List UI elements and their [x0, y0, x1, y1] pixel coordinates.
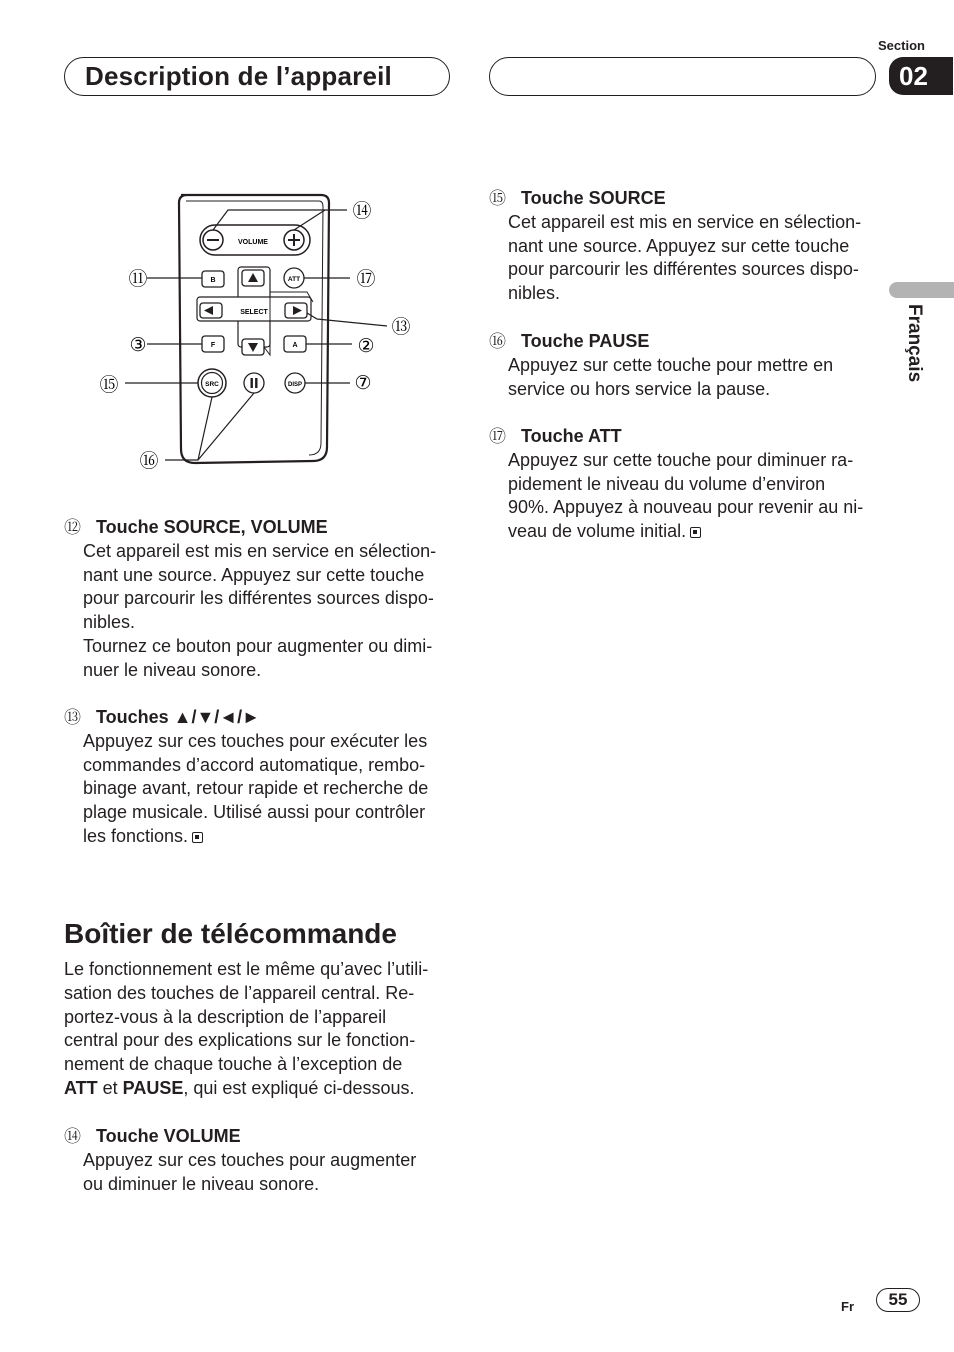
- callout-3: ③: [129, 335, 147, 356]
- body-line: nibles.: [83, 612, 136, 633]
- intro-bold-att: ATT: [64, 1077, 98, 1098]
- callout-16: ⑯: [139, 451, 159, 472]
- f-button-label: F: [210, 342, 216, 349]
- body-line: Appuyez sur cette touche pour mettre en: [508, 354, 834, 375]
- body-line: nibles.: [508, 283, 561, 304]
- end-mark-icon: [690, 527, 701, 538]
- a-button-label: A: [292, 342, 298, 349]
- item-number: ⑬: [64, 708, 81, 727]
- item-number: ⑯: [489, 332, 506, 351]
- remote-section-heading: Boîtier de télécommande: [64, 918, 397, 949]
- intro-mid: et: [97, 1077, 123, 1098]
- body-line: binage avant, retour rapide et recherche de: [83, 778, 429, 799]
- body-line: Appuyez sur ces touches pour exécuter les: [83, 730, 428, 751]
- item-title: Touche SOURCE: [521, 188, 666, 208]
- item-number: ⑰: [489, 427, 506, 446]
- item-att: [489, 425, 884, 544]
- page-title: Description de l’appareil: [64, 57, 450, 96]
- body-line: commandes d’accord automatique, rembo-: [83, 754, 426, 775]
- item-number: ⑮: [489, 189, 506, 208]
- body-line: pidement le niveau du volume d’environ: [508, 473, 826, 494]
- item-number: ⑫: [64, 518, 81, 537]
- callout-15: ⑮: [99, 375, 119, 396]
- body-line: plage musicale. Utilisé aussi pour contrôler: [83, 802, 426, 823]
- header-blank-pill: [489, 57, 876, 96]
- body-line: nuer le niveau sonore.: [83, 659, 262, 680]
- intro-line: sation des touches de l’appareil central. Re-: [64, 982, 415, 1003]
- intro-line: central pour des explications sur le fonction-: [64, 1030, 416, 1051]
- volume-label: VOLUME: [238, 239, 268, 246]
- body-line: nant une source. Appuyez sur cette touche: [508, 235, 850, 256]
- body-line: Appuyez sur ces touches pour augmenter: [83, 1149, 417, 1170]
- item-title: Touches ▲/▼/◄/►: [96, 707, 260, 727]
- callout-2: ②: [357, 336, 375, 357]
- item-title: Touche VOLUME: [96, 1126, 241, 1146]
- body-line: 90%. Appuyez à nouveau pour revenir au ni-: [508, 497, 864, 518]
- body-line: ou diminuer le niveau sonore.: [83, 1173, 320, 1194]
- body-line: veau de volume initial.: [508, 521, 687, 542]
- item-source-volume: [64, 516, 456, 683]
- body-line: les fonctions.: [83, 825, 189, 846]
- item-arrow-keys: [64, 706, 456, 849]
- select-label: SELECT: [240, 309, 268, 316]
- body-line: pour parcourir les différentes sources dispo-: [83, 588, 434, 609]
- intro-bold-pause: PAUSE: [122, 1077, 184, 1098]
- callout-11: ⑪: [128, 269, 148, 290]
- remote-intro: [64, 958, 456, 1101]
- body-line: Cet appareil est mis en service en sélection-: [83, 540, 437, 561]
- att-button-label: ATT: [287, 276, 301, 283]
- item-pause: [489, 330, 884, 401]
- intro-line: Le fonctionnement est le même qu’avec l’utili-: [64, 959, 429, 979]
- item-title: Touche ATT: [521, 426, 622, 446]
- disp-button-label: DISP: [287, 382, 303, 388]
- intro-rest: , qui est expliqué ci-dessous.: [183, 1077, 415, 1098]
- body-line: Appuyez sur cette touche pour diminuer ra-: [508, 449, 854, 470]
- language-tab: [889, 282, 954, 298]
- intro-line: nement de chaque touche à l’exception de: [64, 1054, 403, 1075]
- end-mark-icon: [192, 832, 203, 843]
- body-line: pour parcourir les différentes sources dispo-: [508, 259, 859, 280]
- language-label: Français: [904, 304, 925, 383]
- item-title: Touche SOURCE, VOLUME: [96, 517, 328, 537]
- page-number: 55: [876, 1288, 920, 1312]
- body-line: Cet appareil est mis en service en sélection-: [508, 211, 862, 232]
- item-source: [489, 187, 884, 306]
- callout-7: ⑦: [354, 373, 372, 394]
- item-volume: [64, 1125, 456, 1196]
- section-number-badge: 02: [889, 57, 953, 95]
- callout-17: ⑰: [356, 269, 376, 290]
- callout-14: ⑭: [352, 201, 372, 222]
- body-line: nant une source. Appuyez sur cette touche: [83, 564, 425, 585]
- remote-control-figure: [95, 185, 425, 475]
- src-button-label: SRC: [205, 381, 219, 388]
- item-number: ⑭: [64, 1127, 81, 1146]
- intro-line: portez-vous à la description de l’appareil: [64, 1006, 387, 1027]
- body-line: service ou hors service la pause.: [508, 378, 771, 399]
- section-label: Section: [878, 38, 925, 53]
- item-title: Touche PAUSE: [521, 331, 650, 351]
- body-line: Tournez ce bouton pour augmenter ou dimi-: [83, 635, 433, 656]
- callout-13: ⑬: [391, 317, 411, 338]
- b-button-label: B: [210, 277, 216, 284]
- footer-language-code: Fr: [841, 1299, 854, 1314]
